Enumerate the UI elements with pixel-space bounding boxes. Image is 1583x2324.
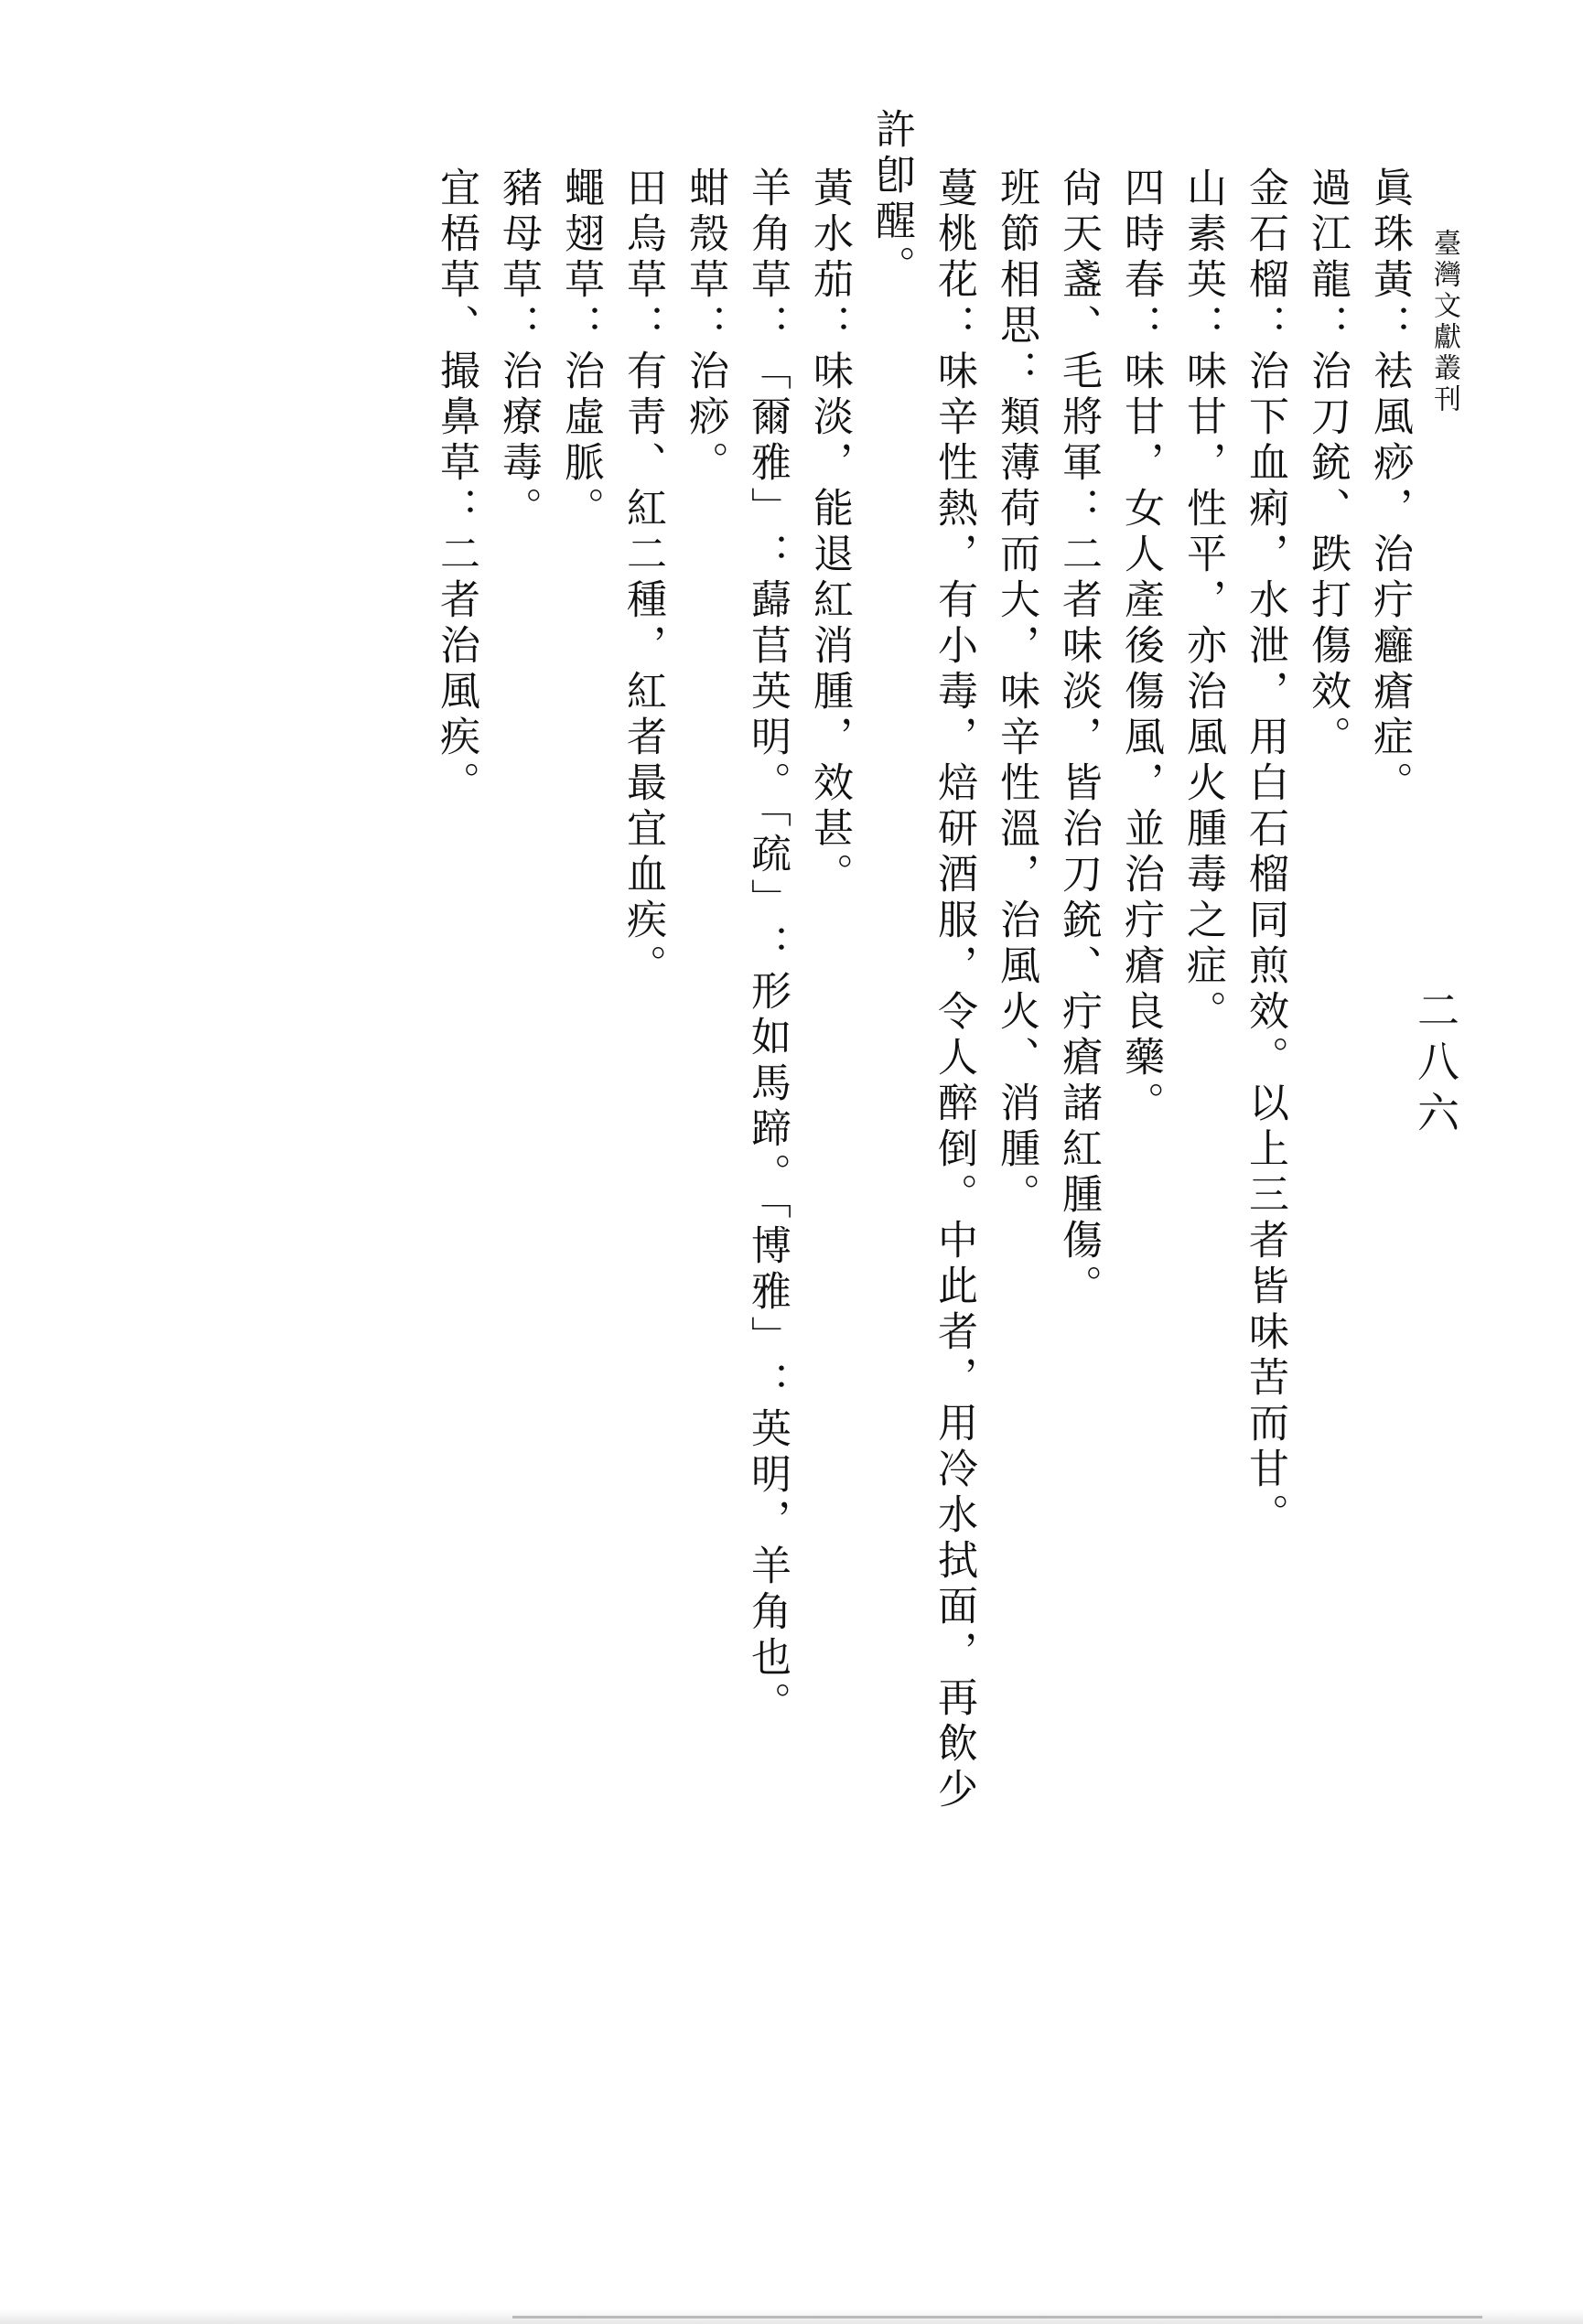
page-number: 二八六 bbox=[1411, 988, 1460, 1142]
text-column-3: 金石榴：治下血痢，水泄，用白石榴同煎效。以上三者皆味苦而甘。 bbox=[1242, 167, 1288, 1539]
text-column-9: 許卽醒。 bbox=[868, 108, 915, 291]
text-column-11: 羊角草：「爾雅」：蘬苢英明。「疏」：形如馬蹄。「博雅」：英明，羊角也。 bbox=[744, 167, 791, 1727]
text-column-7: 班節相思：類薄荷而大，味辛性溫，治風火、消腫。 bbox=[993, 167, 1039, 1219]
text-column-13: 田烏草：有靑、紅二種，紅者最宜血疾。 bbox=[619, 167, 666, 990]
running-header-title: 臺灣文獻叢刊 bbox=[1428, 229, 1460, 415]
text-column-4: 山素英：味甘，性平，亦治風火腫毒之症。 bbox=[1179, 167, 1226, 1036]
text-column-12: 蚶殼草：治痧。 bbox=[682, 167, 728, 487]
text-column-14: 蠅翅草：治虛脈。 bbox=[557, 167, 604, 533]
text-column-1: 眞珠黃：袪風痧，治疔癰瘡症。 bbox=[1366, 167, 1413, 807]
scan-artifact-line bbox=[512, 2316, 1482, 2319]
text-column-16: 宜梧草、撮鼻草：二者治風疾。 bbox=[433, 167, 479, 807]
text-column-6: 尙天盞、毛將軍：二者味淡，皆治刀銃、疔瘡諸紅腫傷。 bbox=[1055, 167, 1102, 1310]
text-column-15: 豬母草：治療毒。 bbox=[495, 167, 542, 533]
text-column-10: 黃水茄：味淡，能退紅消腫，效甚。 bbox=[806, 167, 853, 898]
text-column-8: 蔓桃花：味辛性熱，有小毒，焙研酒服，令人醉倒。中此者，用冷水拭面，再飲少 bbox=[931, 167, 977, 1813]
text-column-5: 四時春：味甘，女人產後傷風，並治疔瘡良藥。 bbox=[1117, 167, 1164, 1127]
text-column-2: 過江龍：治刀銃、跌打傷效。 bbox=[1304, 167, 1351, 761]
